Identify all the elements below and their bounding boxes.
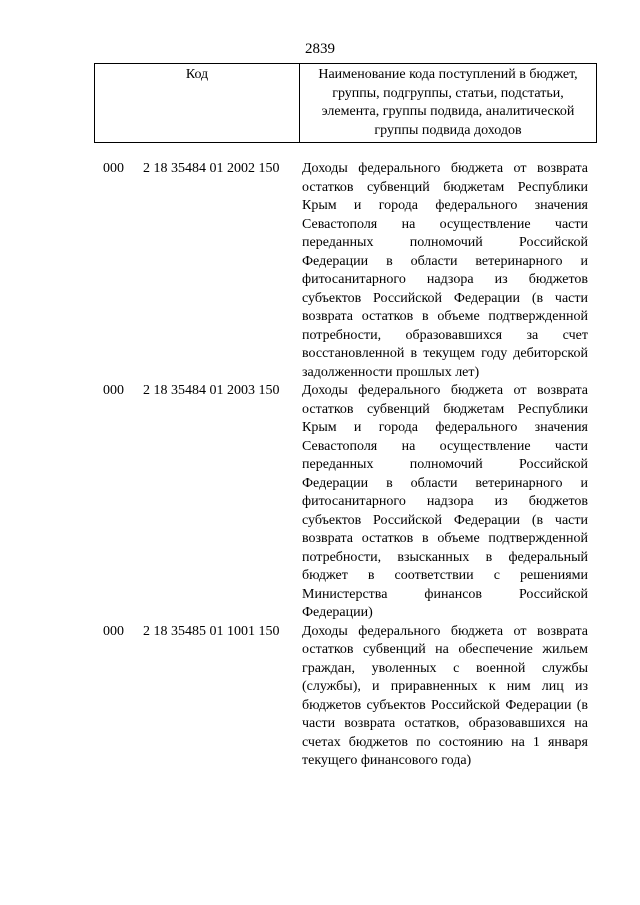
admin-code: 000	[103, 383, 124, 398]
table-row	[0, 160, 640, 382]
header-row	[95, 64, 597, 143]
revenue-code: 2 18 35484 01 2002 150	[143, 161, 280, 176]
revenue-code: 2 18 35484 01 2003 150	[143, 383, 280, 398]
page-number: 2839	[305, 41, 335, 57]
admin-code: 000	[103, 161, 124, 176]
header-code-cell: Код	[95, 64, 300, 143]
revenue-description: Доходы федерального бюджета от возврата остатков субвенций на обеспечение жильем граждан, уволенных с военной службы (службы), и приравненных к ним лиц из бюджетов субъектов Российской Федерации (в части возврата остатков, образовавшихся на счетах бюджетов по состоянию на 1 января текущего финансового года)	[302, 623, 588, 768]
header-table	[94, 63, 597, 143]
admin-code: 000	[103, 623, 124, 639]
revenue-description: Доходы федерального бюджета от возврата остатков субвенций бюджетам Республики Крым и города федерального значения Севастополя на осуществление части переданных полномочий Российской Федерации в области ветеринарного и фитосанитарного надзора из бюджетов субъектов Российской Федерации (в части возврата остатков в объеме подтвержденной потребности, образовавшихся за счет восстановленной в текущем году дебиторской задолженности прошлых лет)	[302, 161, 588, 380]
table-row	[0, 623, 640, 771]
revenue-description: Доходы федерального бюджета от возврата остатков субвенций бюджетам Республики Крым и города федерального значения Севастополя на осуществление части переданных полномочий Российской Федерации в области ветеринарного и фитосанитарного надзора из бюджетов субъектов Российской Федерации (в части возврата остатков в объеме подтвержденной потребности, взысканных в федеральный бюджет в соответствии с решениями Министерства финансов Российской Федерации)	[302, 383, 588, 620]
table-row	[0, 382, 640, 623]
revenue-code: 2 18 35485 01 1001 150	[143, 623, 280, 639]
revenue-code-list	[0, 160, 640, 771]
header-name-cell: Наименование кода поступлений в бюджет, группы, подгруппы, статьи, подстатьи, элемента, группы подвида, аналитической группы подвида доходов	[300, 64, 597, 143]
